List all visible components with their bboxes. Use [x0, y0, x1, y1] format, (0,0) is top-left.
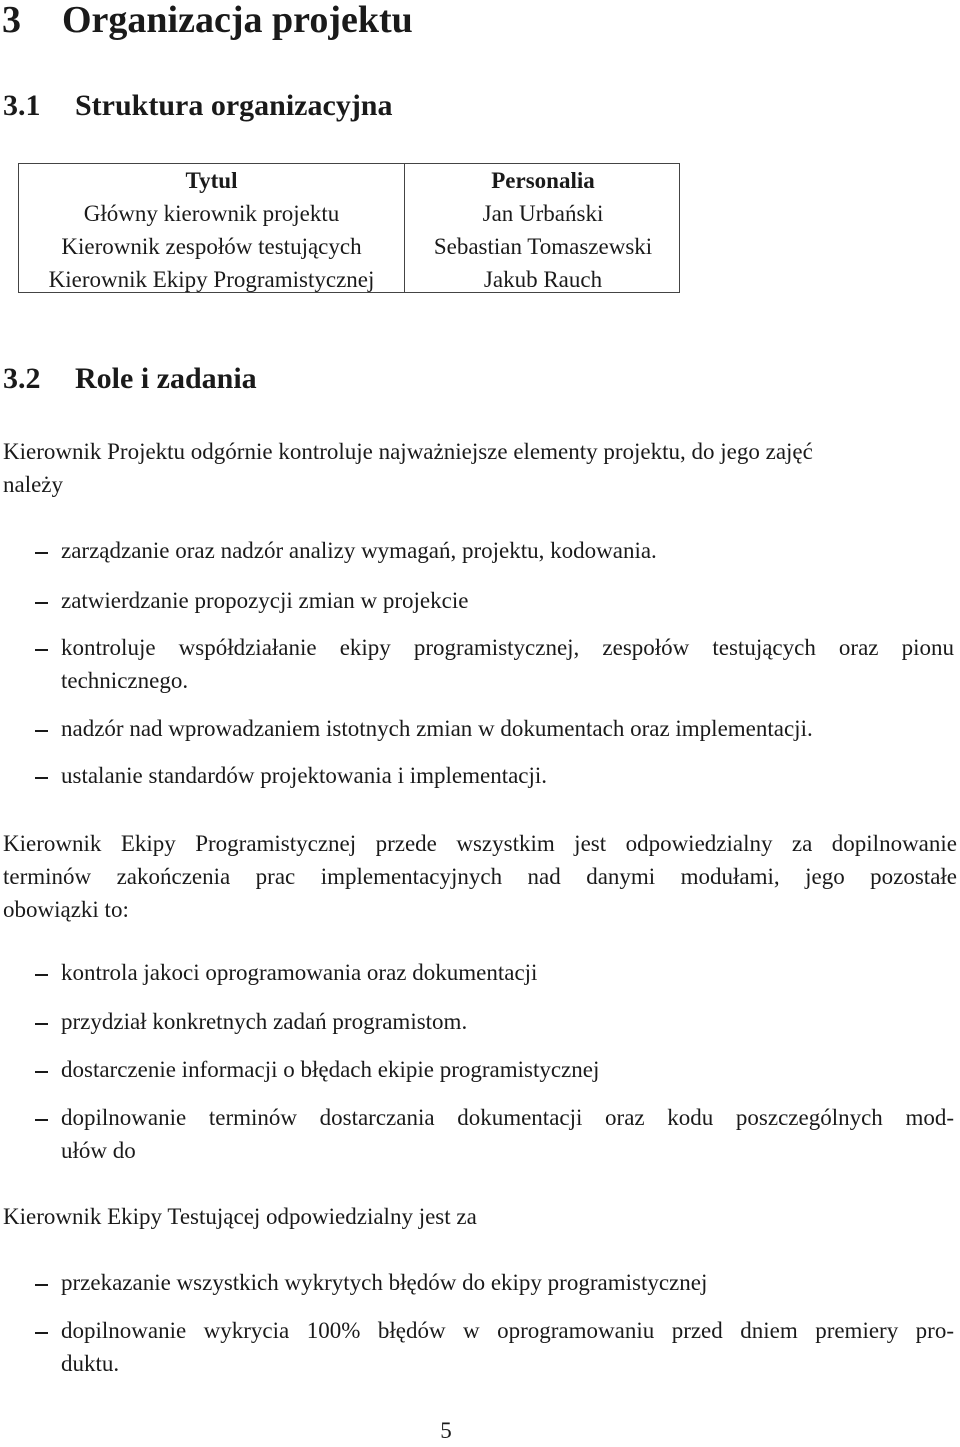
list-item-text: dostarczenie informacji o błędach ekipie programistycznej — [61, 1057, 600, 1082]
list-item-text: zarządzanie oraz nadzór analizy wymagań, projektu, kodowania. — [61, 538, 657, 563]
table-cell: Jan Urbański — [482, 201, 604, 226]
subsection-number: 3.1 — [3, 89, 41, 122]
paragraph-project-manager — [3, 435, 957, 501]
table-header-personalia: Personalia — [491, 168, 595, 193]
list-item-text: przekazanie wszystkich wykrytych błędów do ekipy programistycznej — [61, 1270, 708, 1295]
subsection-title: Struktura organizacyjna — [75, 89, 393, 122]
section-title: Organizacja projektu — [62, 0, 413, 41]
list-item-text: technicznego. — [61, 668, 189, 693]
list-item-text: nadzór nad wprowadzaniem istotnych zmian w dokumentach oraz implementacji. — [61, 716, 813, 741]
table-cell: Główny kierownik projektu — [83, 201, 340, 226]
list-item-text: dopilnowanie terminów dostarczania dokumentacji oraz kodu poszczególnych mod- — [61, 1105, 954, 1130]
list-item-text: przydział konkretnych zadań programistom. — [61, 1009, 468, 1034]
organization-table — [18, 163, 680, 293]
table-cell: Kierownik zespołów testujących — [61, 234, 362, 259]
paragraph-line: Kierownik Projektu odgórnie kontroluje najważniejsze elementy projektu, do jego zajęć — [3, 439, 813, 464]
paragraph-line: Kierownik Ekipy Programistycznej przede wszystkim jest odpowiedzialny za dopilnowanie — [3, 831, 957, 856]
list-item-text: ustalanie standardów projektowania i implementacji. — [61, 763, 548, 788]
table-cell: Sebastian Tomaszewski — [433, 234, 653, 259]
subsection-heading-3-2 — [3, 362, 257, 396]
paragraph-line: Kierownik Ekipy Testującej odpowiedzialny jest za — [3, 1204, 477, 1229]
paragraph-line: obowiązki to: — [3, 897, 129, 922]
list-item-text: duktu. — [61, 1351, 120, 1376]
subsection-heading-3-1 — [3, 89, 393, 123]
table-column-title — [19, 164, 404, 296]
paragraph-test-team-lead — [3, 1200, 957, 1233]
subsection-number: 3.2 — [3, 362, 41, 395]
section-heading — [2, 0, 413, 40]
paragraph-dev-team-lead — [3, 827, 957, 926]
list-item-text: ułów do — [61, 1138, 136, 1163]
list-item-text: dopilnowanie wykrycia 100% błędów w oprogramowaniu przed dniem premiery pro- — [61, 1318, 954, 1343]
list-item-text: kontrola jakoci oprogramowania oraz dokumentacji — [61, 960, 538, 985]
page-number: 5 — [440, 1418, 452, 1443]
paragraph-line: należy — [3, 472, 64, 497]
section-number: 3 — [2, 0, 21, 41]
table-cell: Kierownik Ekipy Programistycznej — [48, 267, 375, 292]
table-cell: Jakub Rauch — [483, 267, 603, 292]
table-header-title: Tytul — [185, 168, 238, 193]
table-column-personalia — [405, 164, 681, 296]
list-item-text: kontroluje współdziałanie ekipy programistycznej, zespołów testujących oraz pionu — [61, 635, 954, 660]
subsection-title: Role i zadania — [75, 362, 257, 395]
paragraph-line: terminów zakończenia prac implementacyjnych nad danymi modułami, jego pozostałe — [3, 864, 957, 889]
list-item-text: zatwierdzanie propozycji zmian w projekcie — [61, 588, 469, 613]
